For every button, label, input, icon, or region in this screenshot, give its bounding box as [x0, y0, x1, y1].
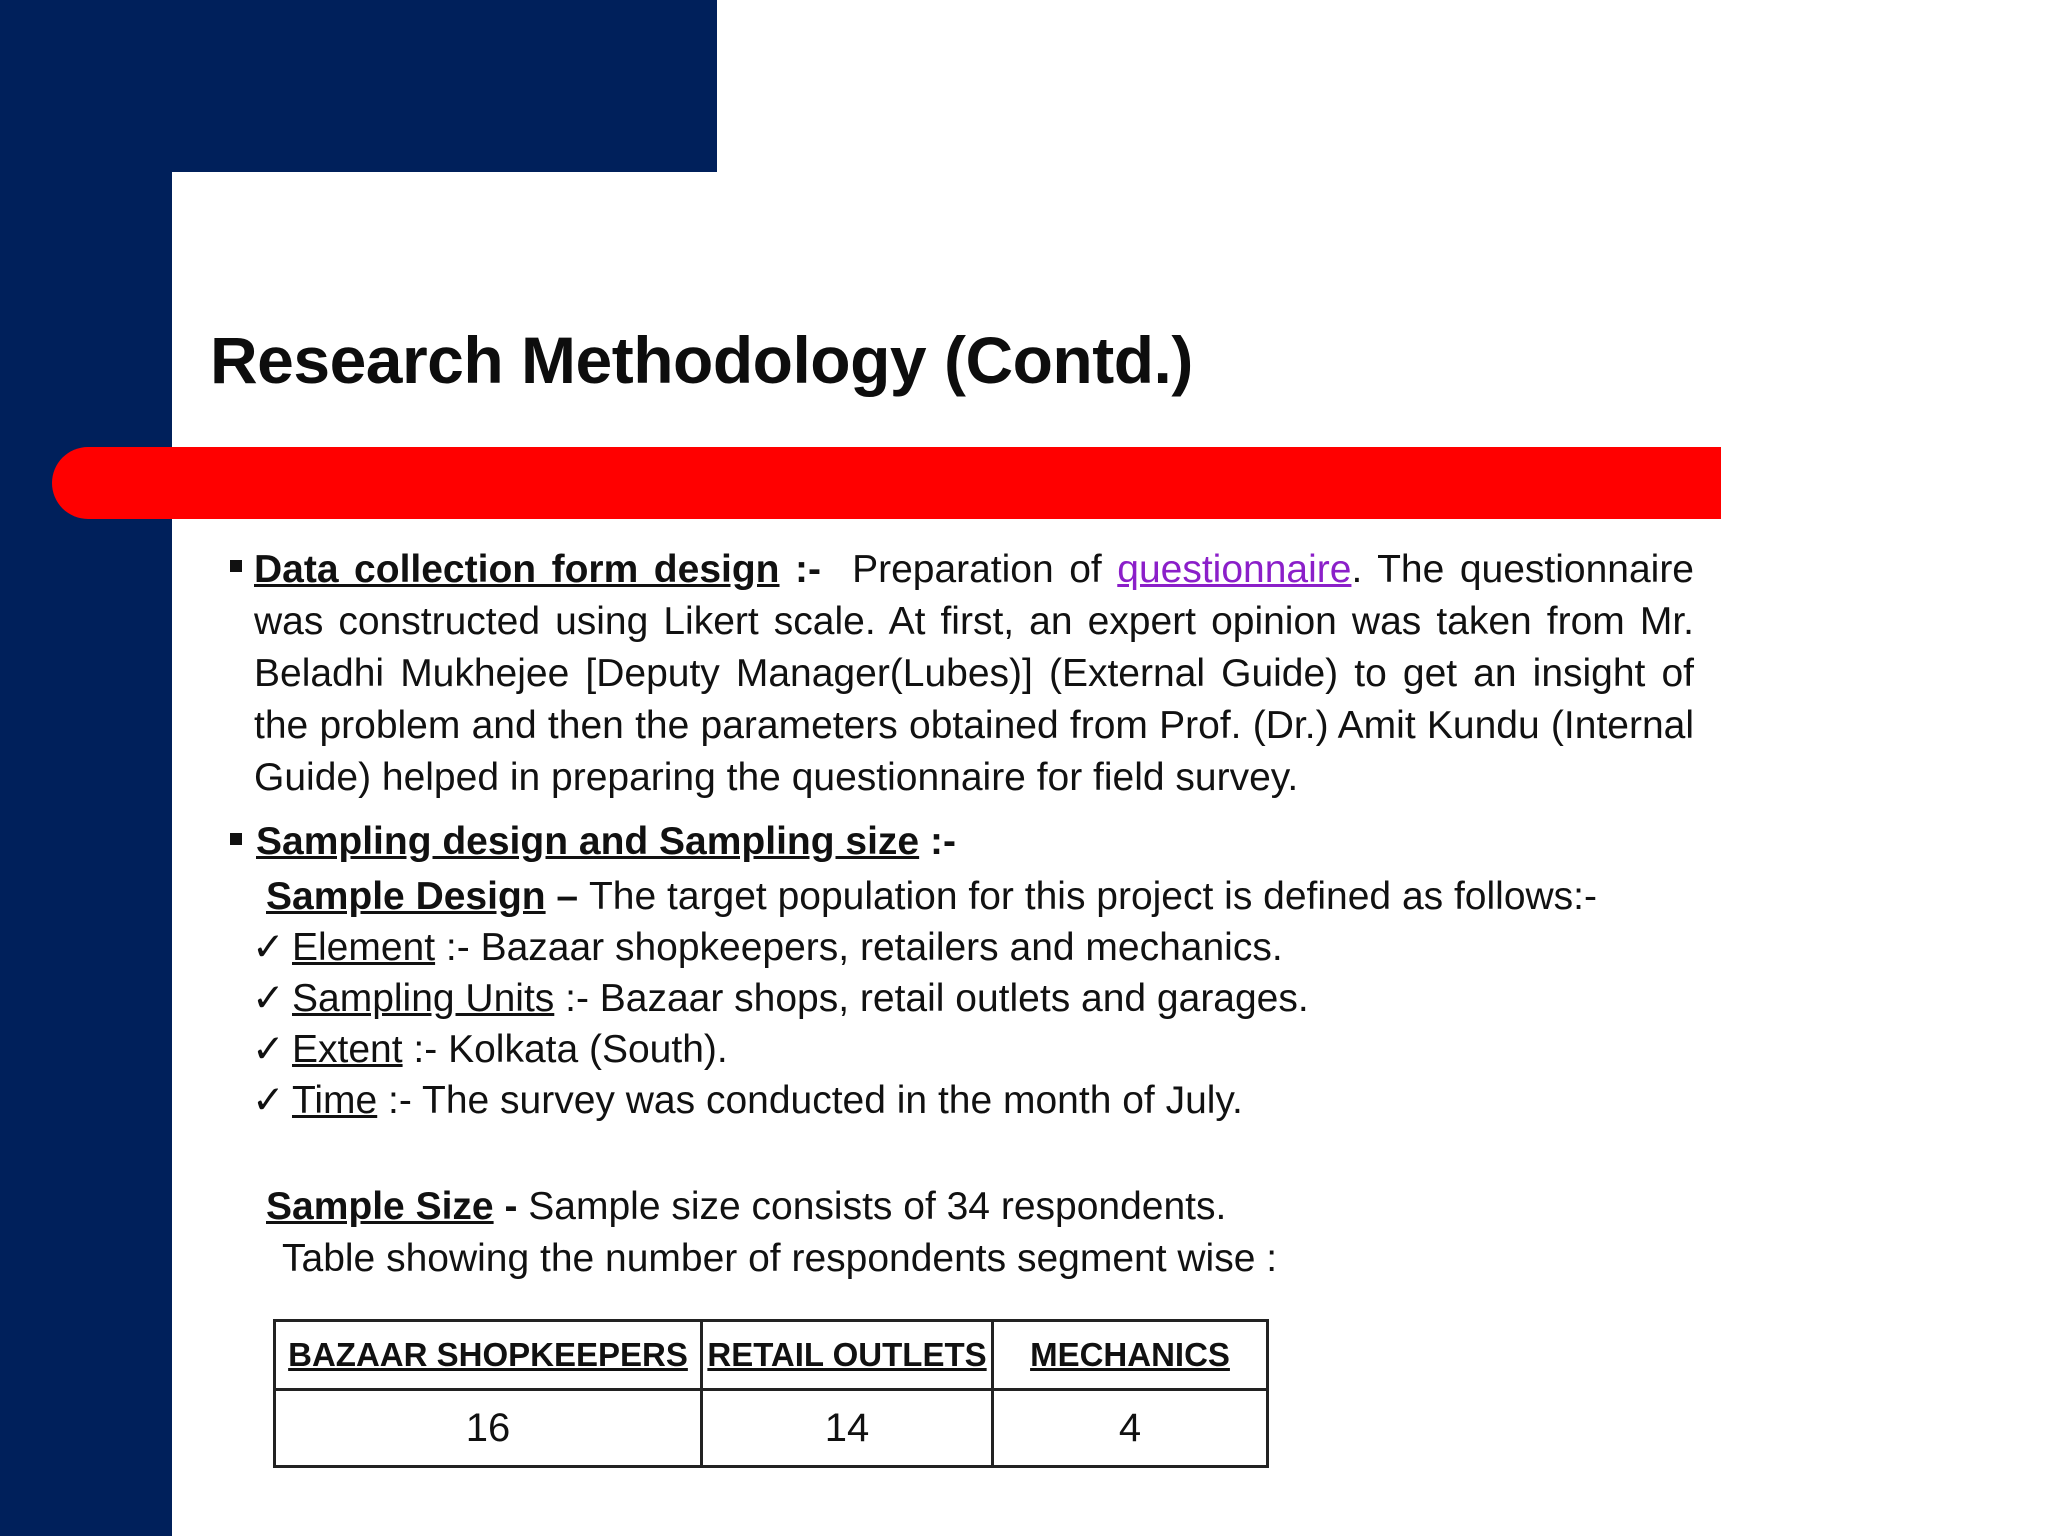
table-caption: Table showing the number of respondents segment wise :: [282, 1237, 1278, 1280]
value-bazaar-shopkeepers: 16: [275, 1390, 702, 1467]
sample-size-dash: -: [493, 1185, 529, 1228]
data-collection-text: . The questionnaire was constructed using Likert scale. At first, an expert opinion was taken from Mr. Beladhi Mukhejee [Deputy Manager(Lubes)] (External Guide) to get an insight of the problem and then the parameters obtained from Prof. (Dr.) Amit Kundu (Internal Guide) helped in preparing the questionnaire for field survey.: [254, 548, 1694, 799]
item-label: Extent: [292, 1028, 403, 1071]
sample-design-text: The target population for this project is defined as follows:-: [588, 875, 1598, 918]
item-label: Sampling Units: [292, 977, 555, 1020]
sample-design-line: [266, 871, 1597, 923]
sample-design-dash: –: [545, 875, 589, 918]
sampling-heading: Sampling design and Sampling size: [256, 820, 920, 863]
table-header-row: [275, 1321, 1268, 1390]
value-mechanics: 4: [993, 1390, 1268, 1467]
respondents-table: [273, 1319, 1269, 1468]
data-collection-intro: Preparation of: [852, 548, 1118, 591]
checkmark-icon: ✓: [252, 1028, 285, 1071]
item-label: Element: [292, 926, 436, 969]
value-retail-outlets: 14: [702, 1390, 993, 1467]
bullet-square: [230, 833, 242, 845]
sample-design-label: Sample Design: [266, 875, 546, 918]
item-text: :- Kolkata (South).: [402, 1028, 728, 1071]
list-item: [252, 922, 1283, 974]
list-item: [252, 1024, 728, 1076]
sampling-heading-line: [256, 816, 956, 868]
sample-size-line: [266, 1181, 1226, 1233]
header-bazaar-shopkeepers: BAZAAR SHOPKEEPERS: [275, 1321, 702, 1390]
checkmark-icon: ✓: [252, 926, 285, 969]
header-mechanics: MECHANICS: [993, 1321, 1268, 1390]
sample-size-text: Sample size consists of 34 respondents.: [528, 1185, 1227, 1228]
checkmark-icon: ✓: [252, 1079, 285, 1122]
slide-title: Research Methodology (Contd.): [210, 323, 1193, 397]
data-collection-heading: Data collection form design: [254, 548, 780, 591]
item-text: :- Bazaar shops, retail outlets and garages.: [554, 977, 1309, 1020]
bullet-square: [230, 560, 242, 572]
checkmark-icon: ✓: [252, 977, 285, 1020]
item-text: :- Bazaar shopkeepers, retailers and mechanics.: [435, 926, 1283, 969]
sample-size-label: Sample Size: [266, 1185, 494, 1228]
data-collection-paragraph: [254, 544, 1694, 804]
list-item: [252, 1075, 1243, 1127]
heading-separator: :-: [779, 548, 837, 591]
header-retail-outlets: RETAIL OUTLETS: [702, 1321, 993, 1390]
questionnaire-link[interactable]: questionnaire: [1117, 548, 1352, 591]
item-label: Time: [292, 1079, 378, 1122]
sampling-separator: :-: [919, 820, 956, 863]
table-row: [275, 1390, 1268, 1467]
item-text: :- The survey was conducted in the month of July.: [377, 1079, 1243, 1122]
list-item: [252, 973, 1309, 1025]
